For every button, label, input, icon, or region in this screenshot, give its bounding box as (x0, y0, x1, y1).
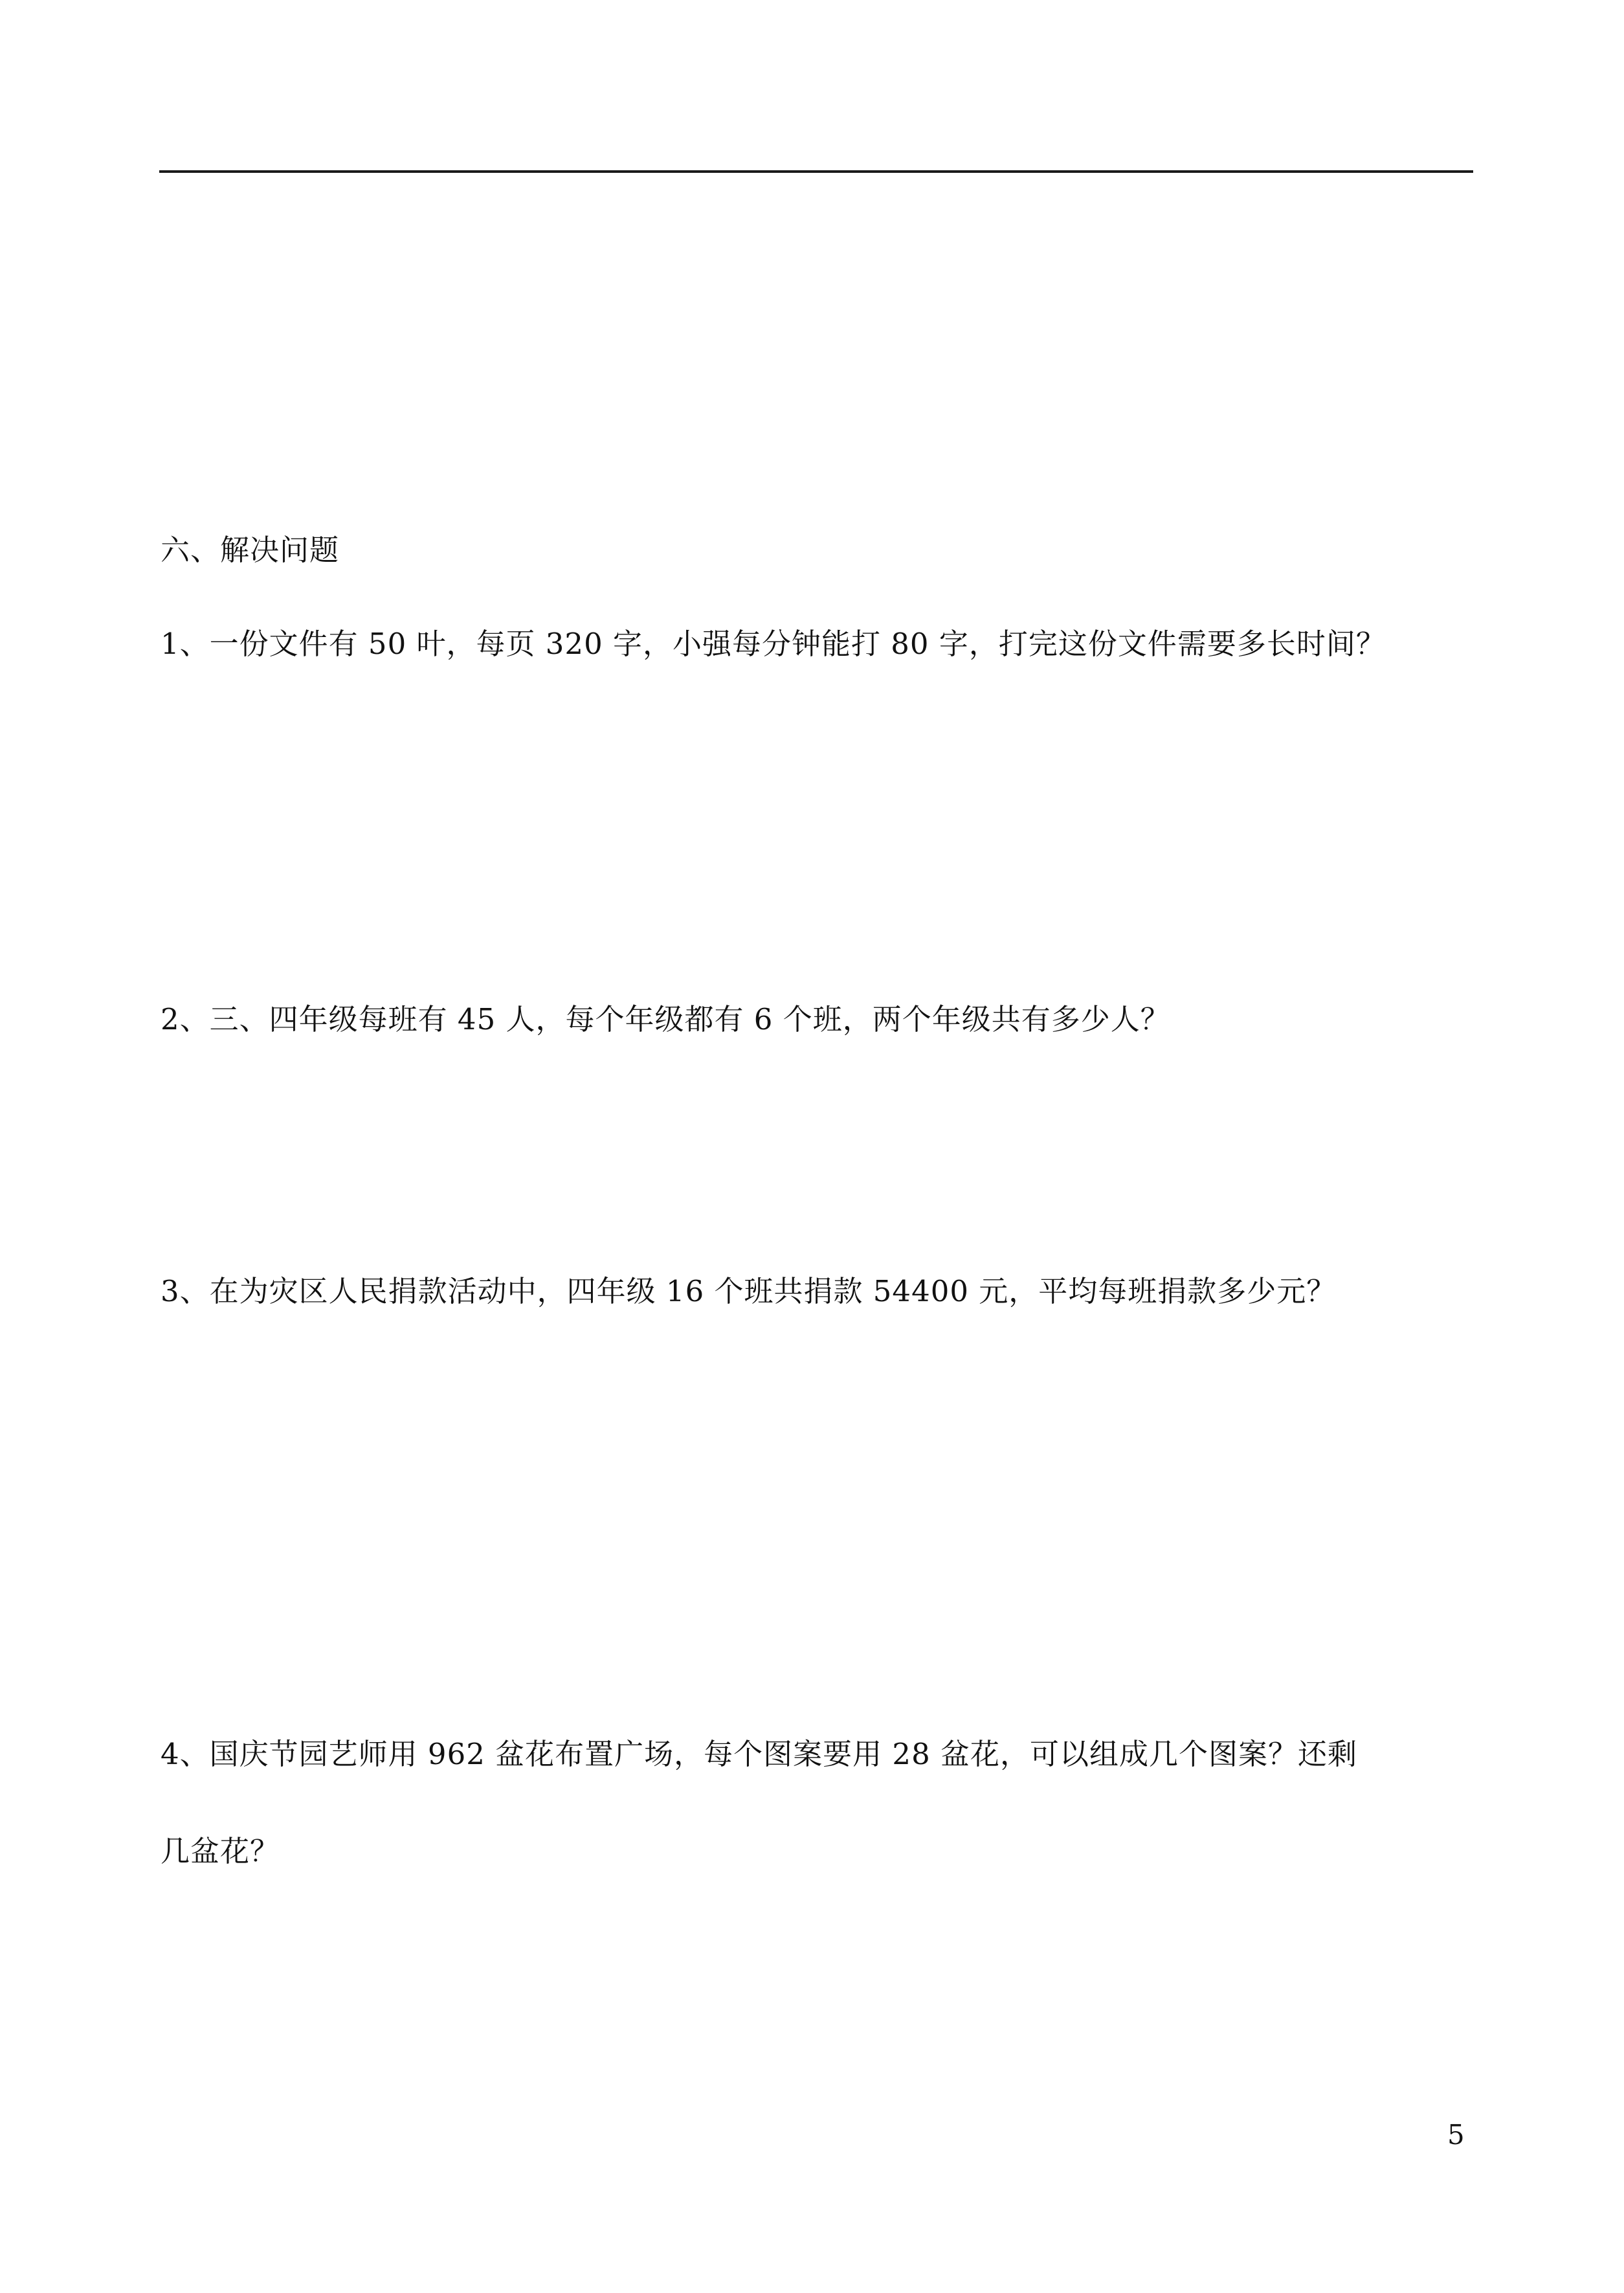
question-4-line-1: 4、国庆节园艺师用 962 盆花布置广场，每个图案要用 28 盆花，可以组成几个图案？还剩 (161, 1737, 1358, 1771)
page-number: 5 (1447, 2119, 1465, 2151)
header-rule (159, 170, 1473, 173)
question-3: 3、在为灾区人民捐款活动中，四年级 16 个班共捐款 54400 元，平均每班捐款多少元？ (161, 1274, 1337, 1308)
question-2: 2、三、四年级每班有 45 人，每个年级都有 6 个班，两个年级共有多少人？ (161, 1002, 1170, 1036)
question-1: 1、一份文件有 50 叶，每页 320 字，小强每分钟能打 80 字，打完这份文件需要多长时间？ (161, 627, 1386, 661)
question-4-line-2: 几盆花？ (161, 1834, 280, 1868)
section-title: 六、解决问题 (161, 533, 340, 567)
